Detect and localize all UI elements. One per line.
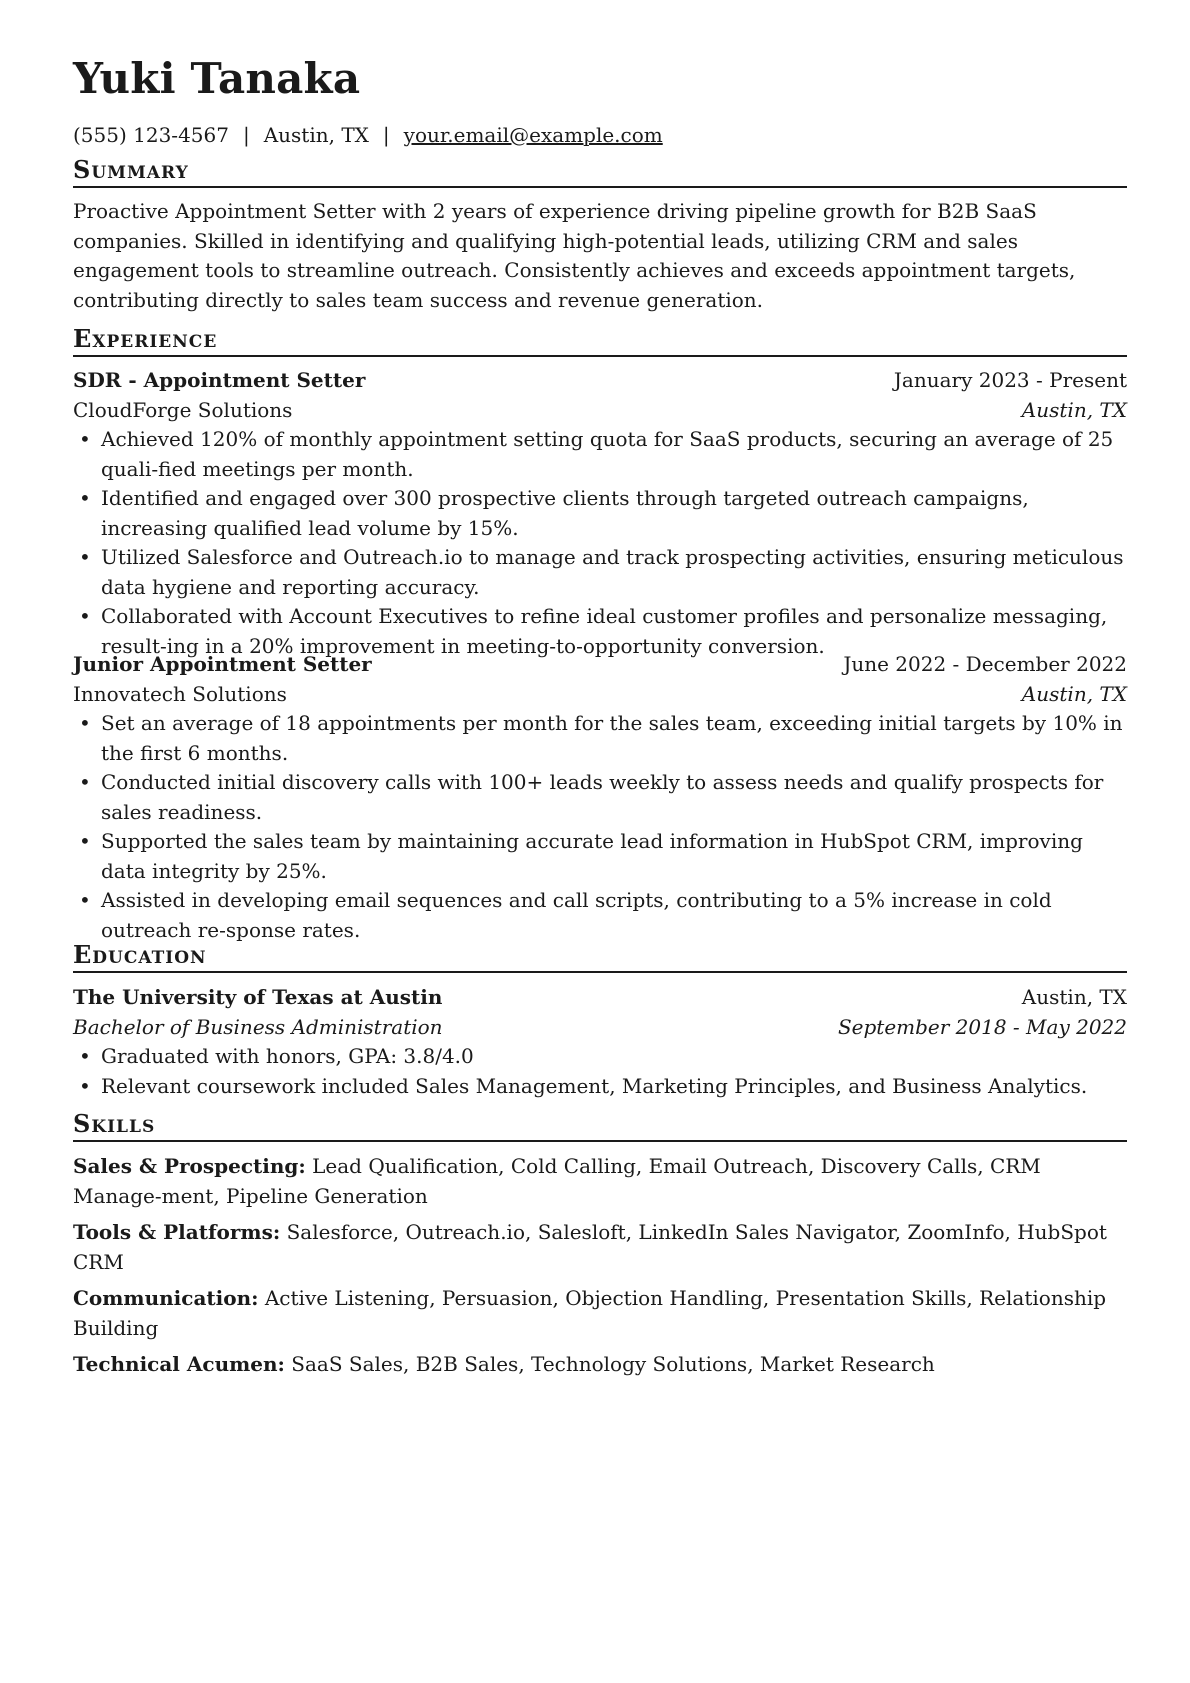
job-bullets — [73, 709, 1127, 945]
list-item — [73, 709, 1127, 768]
bullet-text: Relevant coursework included Sales Management, Marketing Principles, and Business Analytics. — [101, 1073, 1088, 1098]
education-section — [73, 941, 1127, 973]
list-item — [73, 1042, 1127, 1072]
job-dates: June 2022 - December 2022 — [843, 652, 1127, 676]
skill-label: Tools & Platforms: — [73, 1220, 281, 1244]
skill-label: Technical Acumen: — [73, 1352, 285, 1376]
section-title-education: Education — [73, 941, 1127, 973]
section-title-experience: Experience — [73, 325, 1127, 357]
contact-line — [73, 122, 663, 148]
candidate-name: Yuki Tanaka — [73, 54, 361, 103]
bullet-text: Achieved 120% of monthly appointment setting quota for SaaS products, securing an average of 25 quali-fied meetings per month. — [101, 427, 1114, 481]
contact-separator: | — [382, 123, 390, 147]
bullet-text: Graduated with honors, GPA: 3.8/4.0 — [101, 1044, 474, 1068]
bullet-text: Supported the sales team by maintaining accurate lead information in HubSpot CRM, improving data integrity by 25%. — [101, 829, 1083, 883]
list-item — [73, 768, 1127, 827]
bullet-text: Identified and engaged over 300 prospective clients through targeted outreach campaigns, increasing qualified lead volume by 15%. — [101, 486, 1029, 540]
section-title-summary: Summary — [73, 156, 1127, 188]
list-item — [73, 1072, 1127, 1102]
phone-number: (555) 123-4567 — [73, 123, 229, 147]
job-dates: January 2023 - Present — [893, 368, 1127, 392]
skill-group-technical — [73, 1350, 1127, 1380]
bullet-icon: • — [79, 604, 91, 628]
bullet-text: Set an average of 18 appointments per month for the sales team, exceeding initial targets by 10% in the first 6 months. — [101, 711, 1123, 765]
degree-name: Bachelor of Business Administration — [73, 1014, 443, 1039]
section-title-skills: Skills — [73, 1110, 1127, 1142]
job-role: Junior Appointment Setter — [73, 652, 372, 676]
summary-section — [73, 156, 1127, 315]
bullet-text: Assisted in developing email sequences and call scripts, contributing to a 5% increase in cold outreach re-sponse rates. — [101, 888, 1052, 942]
job-location: Austin, TX — [1021, 681, 1127, 706]
bullet-icon: • — [79, 1044, 91, 1068]
bullet-text: Utilized Salesforce and Outreach.io to manage and track prospecting activities, ensuring meticulous data hygiene and reporting accuracy. — [101, 545, 1124, 599]
education-bullets — [73, 1042, 1127, 1101]
contact-separator: | — [242, 123, 250, 147]
list-item — [73, 827, 1127, 886]
bullet-icon: • — [79, 829, 91, 853]
skill-group-communication — [73, 1284, 1127, 1343]
summary-text: Proactive Appointment Setter with 2 years of experience driving pipeline growth for B2B SaaS companies. Skilled in identifying and qualifying high-potential leads, utilizing CRM and sales engagement tools to streamline outreach. Consistently achieves and exceeds appointment targets, contributing directly to sales team success and revenue generation. — [73, 199, 1076, 312]
location: Austin, TX — [263, 123, 369, 147]
school-name: The University of Texas at Austin — [73, 985, 443, 1009]
list-item — [73, 484, 1127, 543]
email-link[interactable]: your.email@example.com — [403, 123, 663, 147]
bullet-icon: • — [79, 486, 91, 510]
skill-value: Lead Qualification, Cold Calling, Email Outreach, Discovery Calls, CRM Manage-ment, Pipeline Generation — [73, 1154, 1041, 1208]
bullet-icon: • — [79, 545, 91, 569]
list-item — [73, 543, 1127, 602]
skill-value: SaaS Sales, B2B Sales, Technology Solutions, Market Research — [291, 1352, 935, 1376]
education-entry — [73, 983, 1127, 1101]
skill-label: Communication: — [73, 1286, 259, 1310]
job-company: Innovatech Solutions — [73, 681, 287, 706]
education-dates: September 2018 - May 2022 — [837, 1014, 1127, 1039]
skill-label: Sales & Prospecting: — [73, 1154, 306, 1178]
bullet-icon: • — [79, 1073, 91, 1098]
bullet-icon: • — [79, 427, 91, 451]
job-bullets — [73, 425, 1127, 661]
list-item — [73, 425, 1127, 484]
skills-section — [73, 1110, 1127, 1142]
bullet-icon: • — [79, 711, 91, 735]
job-entry-innovatech — [73, 650, 1127, 945]
job-company: CloudForge Solutions — [73, 397, 293, 422]
job-location: Austin, TX — [1021, 397, 1127, 422]
school-location: Austin, TX — [1021, 985, 1127, 1009]
bullet-icon: • — [79, 888, 91, 912]
skill-value: Active Listening, Persuasion, Objection Handling, Presentation Skills, Relationship Building — [73, 1286, 1107, 1340]
job-entry-cloudforge — [73, 366, 1127, 661]
bullet-icon: • — [79, 770, 91, 794]
list-item — [73, 886, 1127, 945]
experience-section — [73, 325, 1127, 357]
bullet-text: Conducted initial discovery calls with 100+ leads weekly to assess needs and qualify prospects for sales readiness. — [101, 770, 1104, 824]
skill-group-tools — [73, 1218, 1127, 1277]
skill-group-sales — [73, 1152, 1127, 1211]
job-role: SDR - Appointment Setter — [73, 368, 366, 392]
skill-value: Salesforce, Outreach.io, Salesloft, LinkedIn Sales Navigator, ZoomInfo, HubSpot CRM — [73, 1220, 1107, 1274]
bullet-text: Collaborated with Account Executives to refine ideal customer profiles and personalize messaging, result-ing in a 20% improvement in meeting-to-opportunity conversion. — [101, 604, 1108, 658]
